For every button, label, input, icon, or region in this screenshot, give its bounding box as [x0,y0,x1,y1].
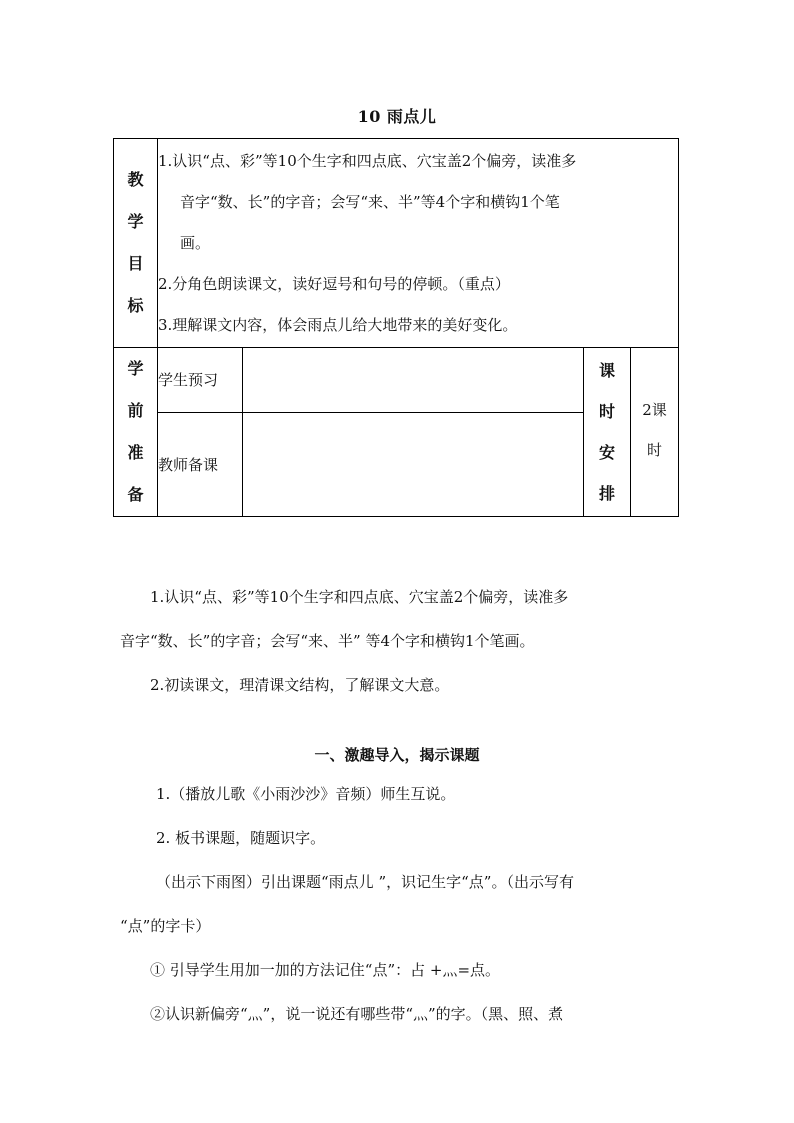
hours-label-char: 排 [598,484,615,503]
hours-label-char: 安 [598,443,615,462]
goals-label-char: 目 [127,254,144,273]
student-preview-content [243,348,584,413]
goal-line: 画。 [180,233,211,252]
prep-label-char: 准 [127,443,144,462]
student-preview-label: 学生预习 [158,348,243,413]
prep-row-1 [114,348,679,413]
objective-line: 2.初读课文，理清课文结构，了解课文大意。 [150,676,450,694]
document-title: 10 雨点儿 [357,107,437,126]
goals-row [114,139,679,348]
step-line: 2. 板书课题，随题识字。 [156,829,326,847]
step-line: （出示下雨图）引出课题“雨点儿 ”，识记生字“点”。（出示写有 [156,873,574,891]
objective-line: 1.认识“点、彩”等10个生字和四点底、穴宝盖2个偏旁，读准多 [150,588,569,606]
hours-label-cell [584,348,631,517]
goals-label-char: 学 [127,212,144,231]
goal-line: 1.认识“点、彩”等10个生字和四点底、穴宝盖2个偏旁，读准多 [158,151,577,170]
hours-value-cell [631,348,679,517]
hours-value-line: 2课 [642,401,667,419]
prep-label-char: 前 [127,401,144,420]
step-line: 1.（播放儿歌《小雨沙沙》音频）师生互说。 [156,785,456,803]
prep-label-char: 备 [127,485,144,504]
goal-line: 2.分角色朗读课文，读好逗号和句号的停顿。（重点） [158,274,510,293]
goals-label-char: 教 [127,170,144,189]
hours-label-char: 课 [598,361,615,380]
objective-line: 音字“数、长”的字音；会写“来、半” 等4个字和横钩1个笔画。 [120,632,535,650]
step-line: “点”的字卡） [120,917,211,935]
step-line: ②认识新偏旁“灬”，说一说还有哪些带“灬”的字。（黑、照、煮 [150,1005,564,1023]
goals-cell [158,139,679,348]
goal-line: 3.理解课文内容，体会雨点儿给大地带来的美好变化。 [158,315,518,334]
goals-label-cell [114,139,158,348]
prep-label-char: 学 [127,359,144,378]
hours-value-line: 时 [647,441,663,459]
section-heading: 一、激趣导入，揭示课题 [314,746,480,764]
teacher-prep-content [243,412,584,516]
lesson-plan-table [113,138,679,517]
teacher-prep-label: 教师备课 [158,412,243,516]
hours-label-char: 时 [598,402,615,421]
prep-label-cell [114,348,158,517]
goals-label-char: 标 [127,296,144,315]
step-line: ① 引导学生用加一加的方法记住“点”：占 +灬=点。 [150,961,501,979]
goal-line: 音字“数、长”的字音；会写“来、半”等4个字和横钩1个笔 [180,192,560,211]
objectives-section [120,575,680,707]
steps-section [120,772,680,1036]
